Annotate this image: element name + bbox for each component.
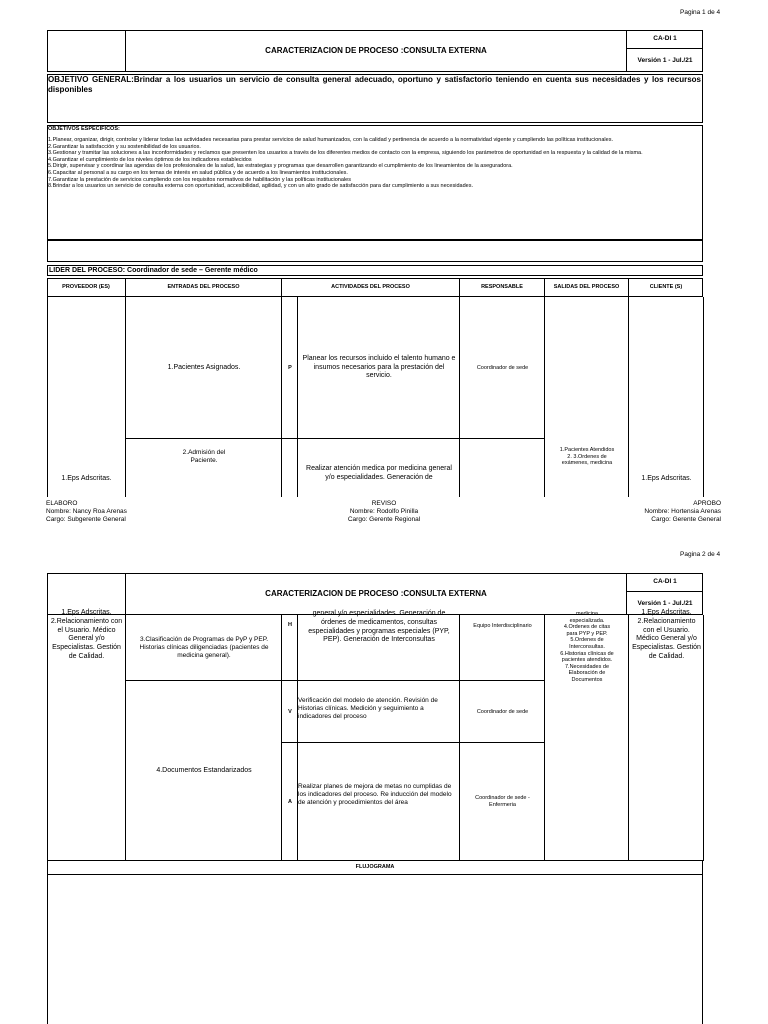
phva-letter-a: A [288,798,292,805]
process-table-body-2 [47,609,704,861]
flujograma-area [47,875,703,1024]
actividad-verificacion: Verificación del modelo de atención. Revisión de Historias clínicas. Medición y seguimiento a indicadores del proceso [298,697,438,721]
document-version: Versión 1 - Jul./21 [637,56,693,64]
page-number: Pagina 1 de 4 [680,9,721,16]
elaboro-nombre: Nombre: Nancy Roa Arenas [46,508,127,516]
elaboro-cargo: Cargo: Subgerente General [46,516,126,524]
document-code-2: CA-DI 1 [653,578,677,586]
lider-del-proceso: LIDER DEL PROCESO: Coordinador de sede – Gerente médico [47,265,703,276]
footer-aprobo [600,500,721,524]
reviso-nombre: Nombre: Rodolfo Pinilla [349,508,419,516]
col-actividades: ACTIVIDADES DEL PROCESO [282,278,460,297]
objetivos-especificos-title: OBJETIVOS ESPECIFICOS: [48,126,120,132]
phva-letter-p: P [288,364,292,371]
col-salidas: SALIDAS DEL PROCESO [545,278,629,297]
footer-elaboro [46,500,127,524]
objetivo-item-8: 8.Brindar a los usuarios un servicio de consulta externa con oportunidad, accesibilidad, agilidad, y con un alto grado de satisfacción para dar cumplimiento a sus necesidades. [48,183,473,190]
responsable-coordinador-enfermeria: Coordinador de sede - Enfermeria [475,795,530,808]
objetivo-item-4: 4.Garantizar el cumplimiento de los niveles óptimos de los indicadores establecidos [48,156,252,163]
objetivo-item-6: 6.Capacitar al personal a su cargo en los temas de interés en salud pública y de acuerdo a los lineamientos institucionales. [48,169,348,176]
entrada-documentos: 4.Documentos Estandarizados [156,766,252,774]
flujograma-header: FLUJOGRAMA [47,860,703,875]
actividad-planes-mejora: Realizar planes de mejora de metas no cumplidas de los indicadores del proceso. Re inducción del modelo de atención y procedimientos del área [298,783,452,807]
objetivos-especificos-list [48,137,701,190]
aprobo-cargo: Cargo: Gerente General [651,516,721,524]
objetivo-item-7: 7.Garantizar la prestación de servicios cumpliendo con los requisitos normativos de habilitación y las políticas institucionales [48,176,351,183]
page-number-2: Pagina 2 de 4 [680,551,721,558]
responsable-coordinador-v: Coordinador de sede [476,708,529,715]
document-code: CA-DI 1 [653,35,677,43]
col-entradas: ENTRADAS DEL PROCESO [126,278,282,297]
objetivo-general: OBJETIVO GENERAL:Brindar a los usuarios un servicio de consulta general adecuado, oportuno y satisfactorio teniendo en cuenta sus necesidades y los recursos disponibles [48,75,701,94]
col-responsable: RESPONSABLE [460,278,545,297]
responsable-coordinador: Coordinador de sede [476,364,529,371]
responsable-equipo: Equipo Interdisciplinario [473,623,532,629]
cliente-list: 1.Eps Adscritas. 2.Relacionamiento con el Usuario. Médico General y/o Especialistas. Gestión de Calidad. [632,609,701,660]
document-title: CARACTERIZACION DE PROCESO :CONSULTA EXTERNA [265,46,487,55]
entrada-pacientes-asignados: 1.Pacientes Asignados. [167,363,241,371]
entrada-clasificacion: 3.Clasificación de Programas de PyP y PEP. Historias clínicas diligenciadas (pacientes de medicina general). [139,635,269,660]
entrada-admision: 2.Admisión del Paciente. [182,449,226,465]
salidas-list: medicina especializada. 4.Ordenes de citas para PYP y PEP. 5.Ordenes de Interconsultas. 6.Historias clínicas de pacientes atendidos. 7.Necesidades de Elaboración de Documentos [560,611,614,683]
actividad-atencion-clipped: Realizar atención medica por medicina general y/o especialidades. Generación de [306,465,452,481]
actividad-atencion: general y/o especialidades. Generación de órdenes de medicamentos, consultas especialidades y programas especiales (PYP, PEP). Generación de Interconsultas [308,610,450,644]
aprobo-label: APROBO [693,500,721,507]
blank-row [47,240,703,262]
proveedor-clipped: 1.Eps Adscritas. [61,475,112,482]
reviso-cargo: Cargo: Gerente Regional [347,516,421,524]
objetivo-item-3: 3.Gestionar y tramitar las soluciones a las inconformidades y reclamos que presenten los usuarios a través de los diferentes medios de contacto con la empresa, siguiendo los parámetros de oportunidad en la respuesta y la calidad de la misma. [48,150,643,157]
col-cliente: CLIENTE (S) [649,284,683,291]
process-table-body [47,297,704,482]
footer-reviso [334,500,434,524]
objetivo-item-5: 5.Dirigir, supervisar y coordinar las agendas de los profesionales de la salud, las estrategias y programas que desarrollen garantizando el cumplimiento de los lineamientos de la aseguradora. [48,163,513,170]
phva-letter-h: H [288,621,292,628]
document-version-2: Versión 1 - Jul./21 [637,599,693,607]
elaboro-label: ELABORO [46,500,78,507]
phva-letter-v: V [288,708,292,715]
salidas-clipped: 1.Pacientes Atendidos 2. 3.Ordenes de exámenes, medicina [559,447,615,467]
objetivo-item-1: 1.Planear, organizar, dirigir, controlar y liderar todas las actividades necesarias para prestar servicios de salud humanizados, con la calidad y pertinencia de acuerdo a la normatividad vigente y cumpliendo las políticas institucionales. [48,137,613,143]
aprobo-nombre: Nombre: Hortensia Arenas [644,508,721,516]
objetivo-item-2: 2.Garantizar la satisfacción y su sostenibilidad de los usuarios. [48,143,201,150]
reviso-label: REVISO [371,500,397,507]
col-proveedor: PROVEEDOR (ES) [47,278,126,297]
actividad-planear: Planear los recursos incluido el talento humano e insumos necesarios para la prestación del servicio. [302,354,456,380]
cliente-clipped: 1.Eps Adscritas. [641,475,692,482]
document-title-2: CARACTERIZACION DE PROCESO :CONSULTA EXTERNA [265,589,487,598]
proveedor-list: 1.Eps Adscritas. 2.Relacionamiento con el Usuario. Médico General y/o Especialistas. Gestión de Calidad. [50,609,123,660]
